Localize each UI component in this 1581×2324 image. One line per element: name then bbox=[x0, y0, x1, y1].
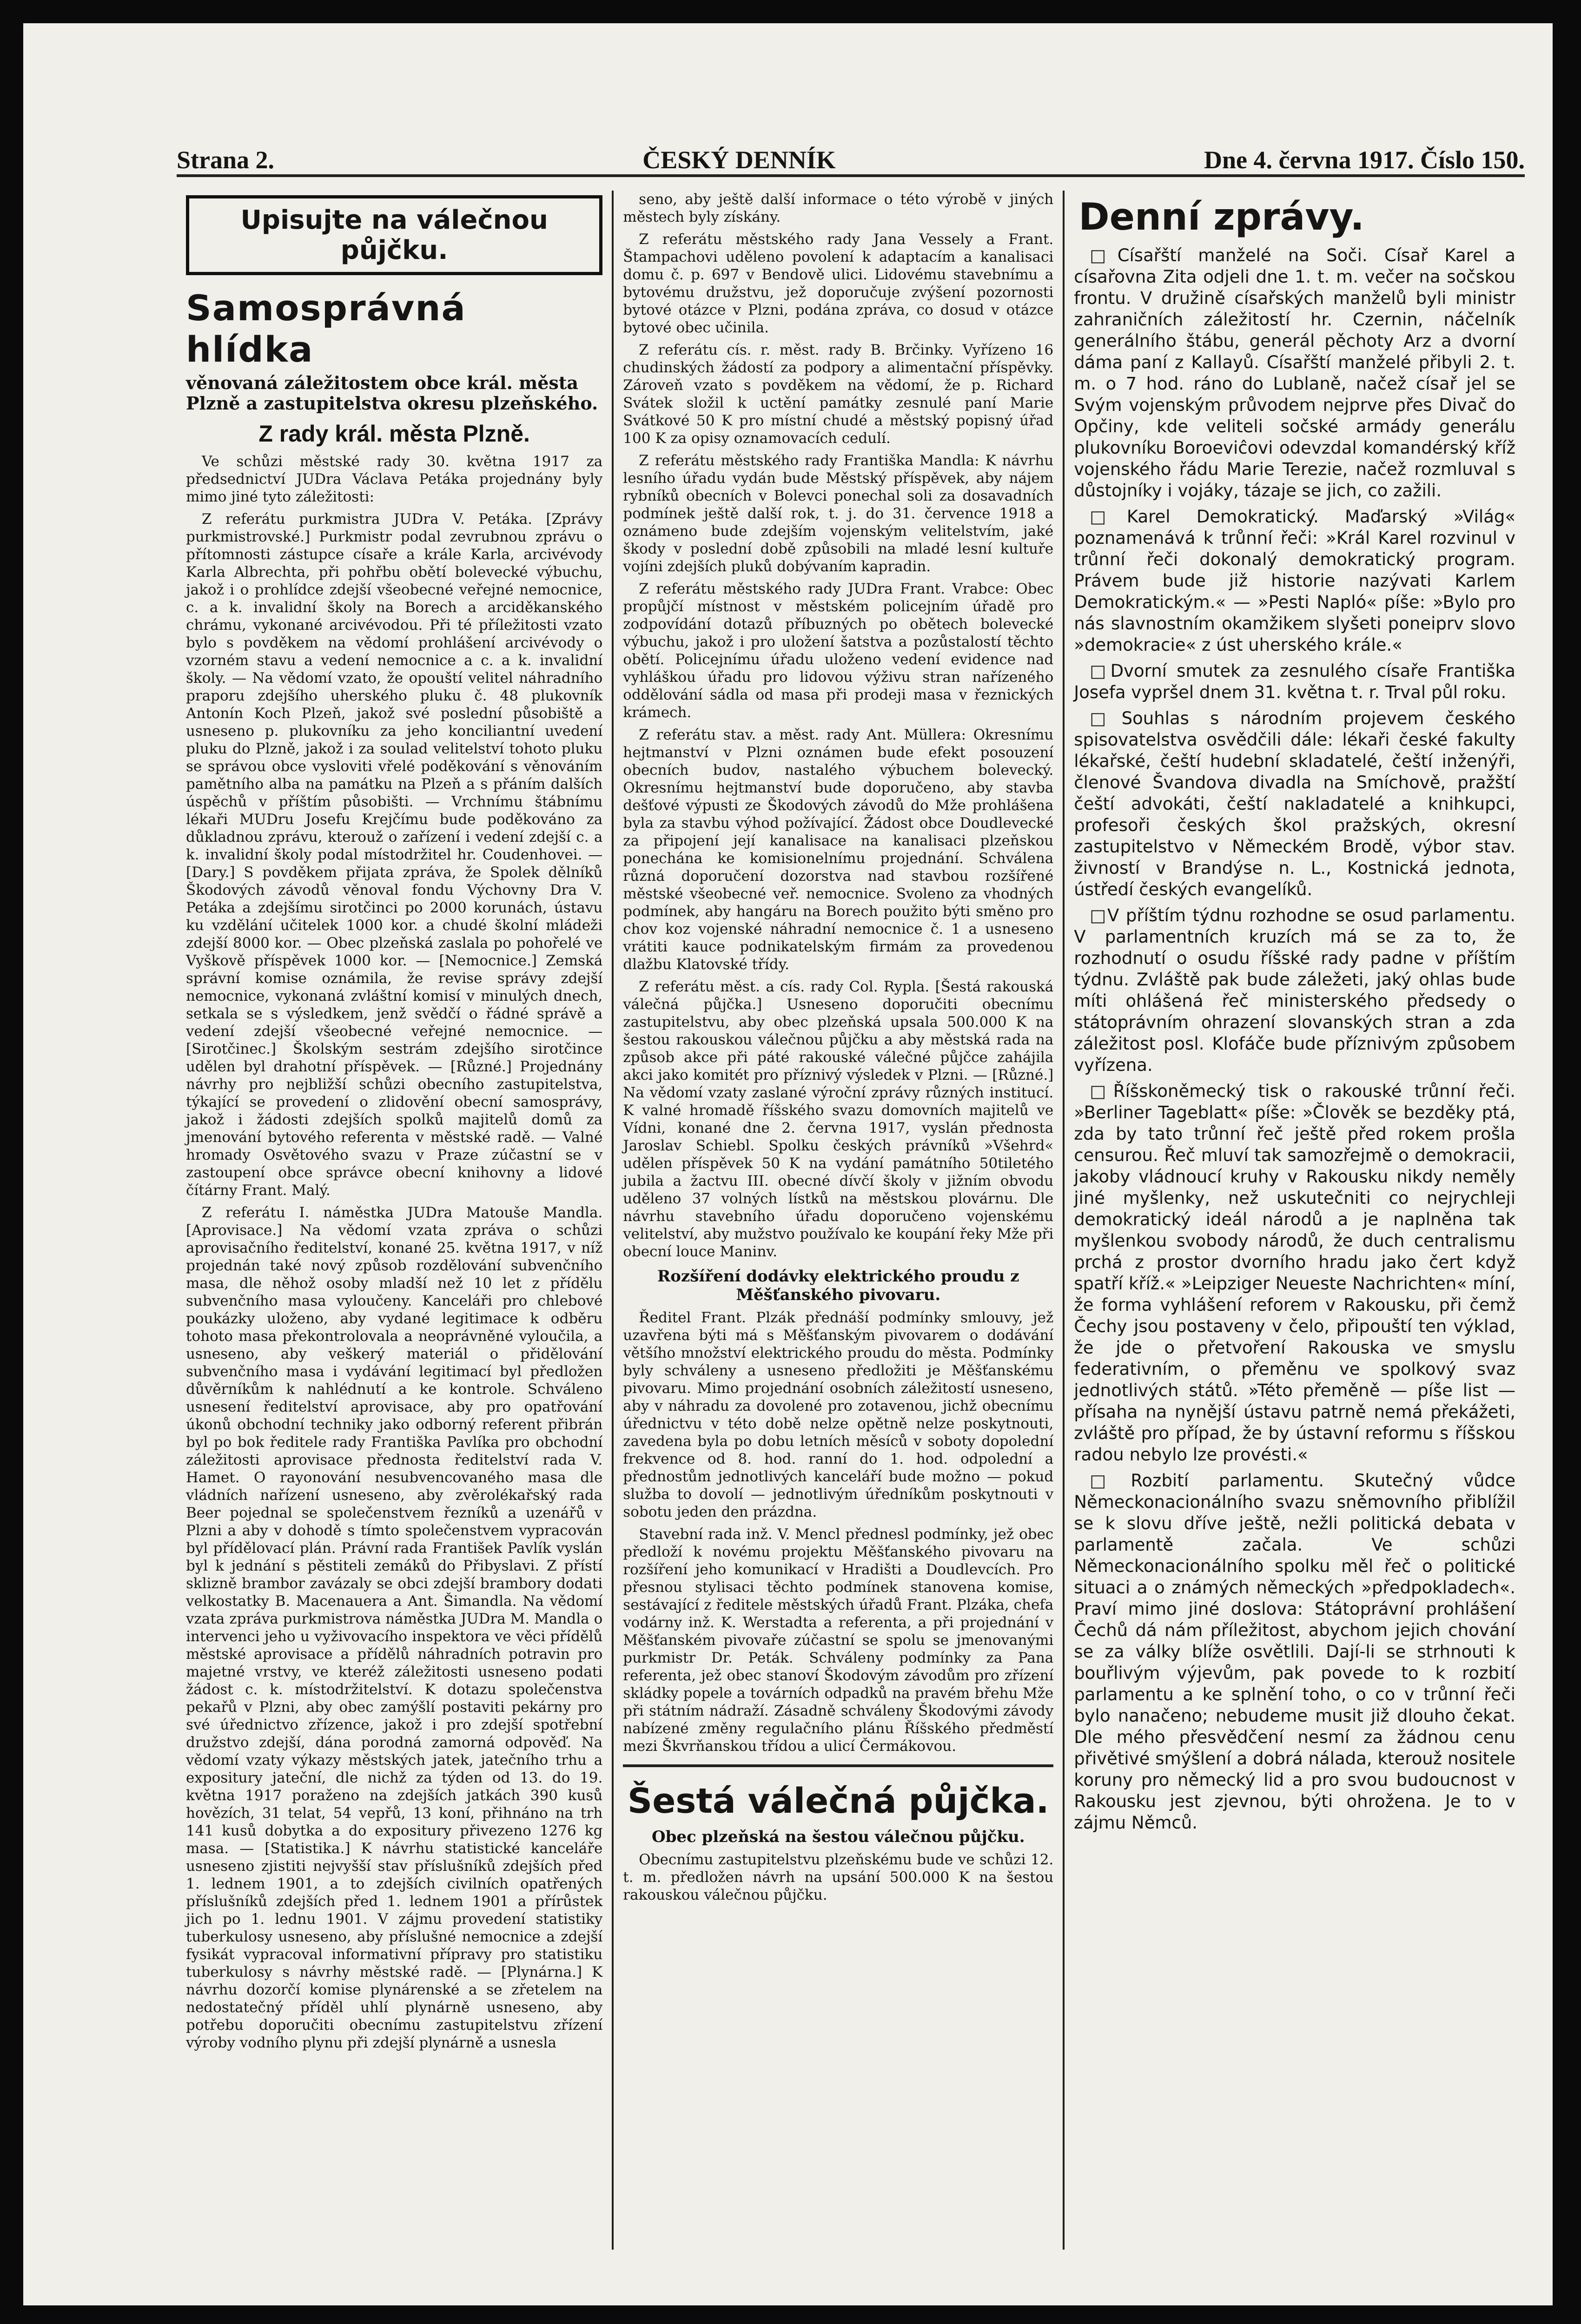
column-left bbox=[177, 191, 614, 2250]
section-title: Samosprávná hlídka bbox=[186, 287, 466, 370]
paragraph: Z referátu purkmistra JUDra V. Petáka. [Zprávy purkmistrovské.] Purkmistr podal zevrubnou zprávu o přítomnosti zástupce císaře a krále Karla, arcivévody Karla Albrechta, při pohřbu obětí bolevecké výbuchu, jakož i o prohlídce zdejší všeobecné veřejné nemocnice, c. a k. invalidní školy na Borech a arciděkanského chrámu, vykonané arcivévodou. Při té příležitosti vzato bylo s povděkem na vědomí prohlášení arcivévody o vzorném stavu a vedení nemocnice a c. a k. invalidní školy. — Na vědomí vzato, že opouští velitel náhradního praporu zdejšího uherského pluku č. 48 plukovník Antonín Koch Plzeň, jakož své poslední působiště a usneseno p. plukovníku za jeho konciliantní uvedení pluku do Plzně, jakož i za soulad velitelství tohoto pluku se správou obce vysloviti vřelé poděkování s věnováním pamětního alba na památku na Plzeň a s přáním dalších úspěchů v příštím působišti. — Vrchnímu štábnímu lékaři MUDru Josefu Krejčímu bude poděkováno za důkladnou zprávu, kterouž o zařízení i vedení zdejší c. a k. invalidní školy podal místodržitel hr. Coudenhovei. — [Dary.] S povděkem přijata zpráva, že Spolek dělníků Škodových závodů věnoval fondu Výchovny Dra V. Petáka a zdejšímu sirotčinci po 2000 korunách, ústavu ku vzdělání učitelek 1000 kor. a chudé školní mládeži zdejší 8000 kor. — Obec plzeňská zaslala po pohořelé ve Vyškově příspěvek 1000 kor. — [Nemocnice.] Zemská správní komise oznámila, že revise správy zdejší nemocnice, vykonaná zvláštní komisí v minulých dnech, setkala se s výsledkem, jenž svědčí o řádné správě a vedení zdejší všeobecné veřejné nemocnice. — [Sirotčinec.] Školským sestrám zdejšího sirotčince udělen byl drahotní příspěvek. — [Různé.] Projednány návrhy pro nejbližší schůzi obecního zastupitelstva, týkající se provedení o zlidovění obecní samosprávy, jakož i žádosti zdejších spolků majitelů domů za jmenování bytového referenta v městské radě. — Valné hromady Osvětového svazu v Praze zúčastní se v zastoupení obce správce obecní knihovny a lidové čítárny Frant. Malý. bbox=[186, 511, 603, 1199]
paragraph: seno, aby ještě další informace o této výrobě v jiných městech byly získány. bbox=[623, 191, 1054, 225]
news-item: □ Říšskoněmecký tisk o rakouské trůnní řeči. »Berliner Tageblatt« píše: »Člověk se bezděky ptá, zda by tato trůnní řeč ještě před rokem prošla censurou. Řeč mluví tak samozřejmě o demokracii, jakoby vládnoucí kruhy v Rakousku nikdy neměly jiné myšlenky, než uskutečniti co nejrychleji demokratický ideál národů a je naplněna tak myšlenkou svobody národů, že duch centralismu prchá z prostor dvorního hradu jako čert když spatří kříž.« »Leipziger Neueste Nachrichten« míní, že forma vyhlášení reforem v Rakousku, při čemž Čechy jsou postaveny v čelo, připouští ten výklad, že jde o přetvoření Rakouska ve smyslu federativním, o přeměnu ve spolkový svaz jednotlivých států. »Této přeměně — píše list — přísaha na nynější ústavu patrně nemá překážeti, zvláště pro případ, že by ústavní reformu s říšskou radou nebylo lze provésti.« bbox=[1074, 1081, 1515, 1466]
news-item: □ Rozbití parlamentu. Skutečný vůdce Německonacionálního svazu sněmovního přiblížil se k slovu dříve ještě, nežli politická debata v parlamentě začala. Ve schůzi Německonacionálního spolku měl řeč o politické situaci a o známých německých »předpokladech«. Praví mimo jiné doslova: Státoprávní prohlášení Čechů dá nám příležitost, abychom jejich chování se za války blíže osvětlili. Dají-li se strhnouti k bouřlivým výjevům, pak povede to k rozbití parlamentu a ke splnění toho, o co v trůnní řeči bylo nanačeno; nebudeme musit již dlouho čekat. Dle mého přesvědčení nesmí za žádnou cenu přivětivé smýšlení a dobrá nálada, kterouž nositele koruny pro německý lid a pro svou budoucnost v Rakousku jest zjevnou, býti ohrožena. Je to v zájmu Němců. bbox=[1074, 1470, 1515, 1834]
paragraph: Z referátu I. náměstka JUDra Matouše Mandla. [Aprovisace.] Na vědomí vzata zpráva o schůzi aprovisačního ředitelství, konané 25. května 1917, v níž projednán také nový způsob rozdělování subvenčního masa, dle něhož osoby mladší než 10 let z přídělu subvenčního masa vyloučeny. Kanceláři pro chlebové poukázky uloženo, aby vydané legitimace k odběru tohoto masa překontrolovala a neoprávněné vyloučila, a usneseno, aby veškerý materiál o přidělování subvenčního masa i vydávání legitimací byl předložen důvěrníkům k nahlédnutí a ke kontrole. Schváleno usnesení ředitelství aprovisace, aby pro opatřování úkonů obchodní techniky jako odborný referent přibrán byl po bok ředitele rady Františka Pavlíka pro obchodní záležitosti aprovisace přednosta ředitelství rada V. Hamet. O rayonování nesubvencovaného masa dle vládních nařízení usneseno, aby zvěrolékařský rada Beer pojednal se společenstvem řezníků a uzenářů v Plzni a aby v dohodě s tímto společenstvem vypracován byl přídělovací plán. Právní rada František Pavlík vyslán byl k jednání s pěstiteli zemáků do Přibyslavi. Z přístí sklizně brambor zavázaly se obci zdejší brambory dodati velkostatky B. Macenauera a Ant. Šimandla. Na vědomí vzata zpráva purkmistrova náměstka JUDra M. Mandla o intervenci jeho u vyživovacího inspektora ve věci přídělů městské aprovisace a přídělů náhradních potravin pro majetné vrstvy, ve kteréž záležitosti usneseno podati žádost c. k. místodržitelství. K dotazu společenstva pekařů v Plzni, aby obec zamýšlí postaviti pekárny pro své úřednictvo zřízence, jakož i pro zdejší spotřební družstvo zdejší, dána porodná zamorná odpověď. Na vědomí vzaty výkazy městských jatek, jatečního trhu a expositury jateční, dle nichž za týden od 13. do 19. května 1917 poraženo na zdejších jatkách 390 kusů hovězích, 31 telat, 54 vepřů, 13 koní, přihnáno na trh 141 kusů dobytka a do expositury přivezeno 1276 kg masa. — [Statistika.] K návrhu statistické kanceláře usneseno zjistiti nejvyšší stav příslušníků zdejších před 1. lednem 1901, a to zdejších civilních opatřených příslušníků zdejších před 1. lednem 1901 a přírůstek jich po 1. lednu 1901. V zájmu provedení statistiky tuberkulosy usneseno, aby příslušné nemocnice a zdejší fysikát vypracoval informativní přípravy pro statistiku tuberkulosy s návrhy městské radě. — [Plynárna.] K návrhu dozorčí komise plynárenské a se zřetelem na nedostatečný příděl uhlí plynárně usneseno, aby potřebu doporučiti obecnímu zastupitelstvu zřízení výroby vodního plynu při zdejší plynárně a usnesla bbox=[186, 1204, 603, 2051]
paragraph: Z referátu stav. a měst. rady Ant. Müllera: Okresnímu hejtmanství v Plzni oznámen bude efekt posouzení obecních budov, nastalého výbuchem bolevecký. Okresnímu hejtmanství bude doporučeno, aby stavba dešťové výpusti ze Škodových závodů do Mže prohlášena byla za stavbu výhod požívající. Žádost obce Doudlevecké za připojení její kanalisace na kanalisaci plzeňskou ponechána ke komisionelnímu projednání. Schválena různá doporučení dozorstva nad stavbou rozšířené městské všeobecné veř. nemocnice. Svoleno za vhodných podmínek, aby hangáru na Borech použito býti směno pro chov koz vojenské náhradní nemocnice č. 1 a usneseno vrátiti kauce podnikatelským firmám za provedenou dlažbu Klatovské třídy. bbox=[623, 726, 1054, 973]
news-item: □ Karel Demokratický. Maďarský »Világ« poznamenává k trůnní řeči: »Král Karel rozvinul v trůnní řeči dokonalý demokratický program. Právem bude již historie nazývati Karlem Demokratickým.« — »Pesti Napló« píše: »Bylo pro nás slavnostním okamžikem slyšeti poneiprv slovo »demokracie« z úst uherského krále.« bbox=[1074, 506, 1515, 656]
news-item: □ Souhlas s národním projevem českého spisovatelstva osvědčili dále: lékaři české fakulty lékařské, čeští hudební skladatelé, čeští inženýři, členové Švandova divadla na Smíchově, pražští čeští advokáti, čeští nakladatelé a knihkupci, profesoři českých škol pražských, okresní zastupitelstvo v Německém Brodě, výbor stav. živností v Brandýse n. L., Kostnická jednota, ústředí českých evangelíků. bbox=[1074, 708, 1515, 900]
article-heading: Z rady král. města Plzně. bbox=[258, 421, 530, 447]
news-item: □ V příštím týdnu rozhodne se osud parlamentu. V parlamentních kruzích má se za to, že rozhodnutí o osudu říšské rady padne v příštím týdnu. Zvláště pak bude záležeti, jaký ohlas bude míti ohlášená řeč ministerského předsedy o státoprávním ohrazení slovanských stran a zda záležitost posl. Klofáče bude příznivým způsobem vyřízena. bbox=[1074, 905, 1515, 1076]
paragraph: Z referátu městského rady Jana Vessely a Frant. Štampachovi uděleno povolení k adaptacím a kanalisaci domu č. p. 697 v Bendově ulici. Lidovému stavebnímu a bytovému družstvu, jež doporučuje zvýšení pozornosti bytové otázce v Plzni, podána zpráva, co dosud v otázce bytové obec učinila. bbox=[623, 231, 1054, 336]
paragraph: Stavební rada inž. V. Mencl přednesl podmínky, jež obec předloží k novému projektu Měšťanského pivovaru na rozšíření jeho komunikací v Hradišti a Doudlevcích. Pro přesnou stylisaci těchto podmínek stanovena komise, sestávající z ředitele městských úřadů Frant. Plzáka, chefa vodárny inž. K. Werstadta a referenta, a při projednání v Měšťanském pivovaře zúčastní se spolu se jmenovanými purkmistr Dr. Peták. Schváleny podmínky za Pana referenta, jež obec stanoví Škodovým závodům pro zřízení skládky popele a továrních odpadků na pravém břehu Mže při státním nádraží. Zásadně schváleny Škodovými závody nabízené změny regulačního plánu Říšského předměstí mezi Škvrňanskou třídou a ulicí Čermákovou. bbox=[623, 1526, 1054, 1755]
paragraph: Ředitel Frant. Plzák přednáší podmínky smlouvy, jež uzavřena býti má s Měšťanským pivovarem o dodávání většího množství elektrického proudu do města. Podmínky byly schváleny a usneseno předložiti je Měšťanskému pivovaru. Mimo projednání osobních záležitostí usneseno, aby v náhradu za dovolené pro zotavenou, jichž obecnímu úřednictvu v této době nelze opětně nelze poskytnouti, zavedena byla po dobu letních měsíců v soboty dopolední frekvence od 8. hod. ranní do 1. hod. odpolední a přednostům jednotlivých kanceláří bude možno — pokud služba to dovolí — jednotlivým úředníkům poskytnouti v sobotu jeden den prázdna. bbox=[623, 1309, 1054, 1520]
page-header bbox=[177, 142, 1525, 177]
article-heading: Rozšíření dodávky elektrického proudu z Měšťanského pivovaru. bbox=[657, 1267, 1019, 1304]
news-item: □ Císařští manželé na Soči. Císař Karel a císařovna Zita odjeli dne 1. t. m. večer na sočskou frontu. V družině císařských manželů byli ministr zahraničních záležitostí hr. Czernin, náčelník generálního štábu, generál pěchoty Arz a dvorní dáma paní z Kallayů. Císařští manželé přibyli 2. t. m. o 7 hod. ráno do Lublaně, načež císař jel se Svým vojenským průvodem nejprve přes Divač do Opčiny, kde veliteli sočské armády generálu plukovníku Boroeviĉovi odevzdal komandérský kříž vojenského řádu Marie Terezie, načež rozmluval s důstojníky i vojáky, tázaje se jich, co zažili. bbox=[1074, 245, 1515, 502]
paragraph: Z referátu městského rady Františka Mandla: K návrhu lesního úřadu vydán bude Městský příspěvek, aby nájem rybníků obecních v Bolevci ponechal soli za dosavadních podmínek ještě další rok, t. j. do 31. července 1918 a oznámeno bude zdejším vojenským velitelstvím, jaké škody v poslední době způsobili na mladé lesní kultuře vojíni zdejších pluků dobývaním kapradin. bbox=[623, 452, 1054, 575]
newspaper-name: ČESKÝ DENNÍK bbox=[642, 146, 836, 174]
war-loan-banner: Upisujte na válečnou půjčku. bbox=[186, 195, 602, 275]
page-number: Strana 2. bbox=[177, 146, 275, 174]
paragraph: Obecnímu zastupitelstvu plzeňskému bude ve schůzi 12. t. m. předložen návrh na upsání 500.000 K na šestou rakouskou válečnou půjčku. bbox=[623, 1851, 1054, 1903]
war-loan-heading: Šestá válečná půjčka. bbox=[623, 1764, 1053, 1821]
column-middle bbox=[614, 191, 1065, 2250]
newspaper-page bbox=[23, 23, 1553, 2305]
paragraph: Z referátu cís. r. měst. rady B. Brčinky. Vyřízeno 16 chudinských žádostí za podpory a alimentační příspěvky. Zároveň vzato s povděkem na vědomí, že p. Richard Svátek složil k uctění památky zesnulé paní Marie Svátkové 50 K pro místní chudé a městský popisný úřad 100 K za opisy oznamovacích cedulí. bbox=[623, 342, 1054, 447]
daily-news-title: Denní zprávy. bbox=[1078, 195, 1364, 238]
issue-date: Dne 4. června 1917. Číslo 150. bbox=[1204, 146, 1525, 174]
paragraph: Z referátu městského rady JUDra Frant. Vrabce: Obec propůjčí místnost v městském policejním úřadě pro zodpovídání dotazů příbuzných po obětech bolevecké výbuchu, jakož i pro uložení šatstva a pozůstalostí těchto obětí. Policejnímu úřadu uloženo vedení evidence nad vyhláškou úřadu pro lidovou výživu stran nařízeného oddělování sádla od masa při prodeji masa v řeznických krámech. bbox=[623, 581, 1054, 721]
column-right bbox=[1065, 191, 1525, 2250]
columns bbox=[177, 191, 1525, 2250]
news-item: □ Dvorní smutek za zesnulého císaře Františka Josefa vypršel dnem 31. května t. r. Trval půl roku. bbox=[1074, 660, 1515, 703]
paragraph: Z referátu měst. a cís. rady Col. Rypla. [Šestá rakouská válečná půjčka.] Usneseno doporučiti obecnímu zastupitelstvu, aby obec plzeňská upsala 500.000 K na šestou rakouskou válečnou půjčku a aby městská rada na způsob akce při páté rakouské válečné půjčce zahájila akci jako komitét pro příznivý výsledek v Plzni. — [Různé.] Na vědomí vzaty zaslané výroční zprávy různých institucí. K valné hromadě říšského svazu domovních majitelů ve Vídni, konané dne 2. června 1917, vyslán přednosta Jaroslav Schiebl. Spolku českých právníků »Všehrd« udělen příspěvek 50 K na vydání památního 50tiletého jubila a žactvu III. obecné dívčí školy v jižním obvodu uděleno 37 volných lístků na městskou plovárnu. Dle návrhu stavebního úřadu doporučeno vojenskému velitelství, aby mužstvo používalo ke koupání řeky Mže při obecní louce Maninv. bbox=[623, 978, 1054, 1260]
war-loan-subheading: Obec plzeňská na šestou válečnou půjčku. bbox=[652, 1828, 1025, 1846]
paragraph: Ve schůzi městské rady 30. května 1917 za předsednictví JUDra Václava Petáka projednány byly mimo jiné tyto záležitosti: bbox=[186, 453, 603, 505]
section-subtitle: věnovaná záležitostem obce král. města Plzně a zastupitelstva okresu plzeňského. bbox=[186, 372, 598, 414]
